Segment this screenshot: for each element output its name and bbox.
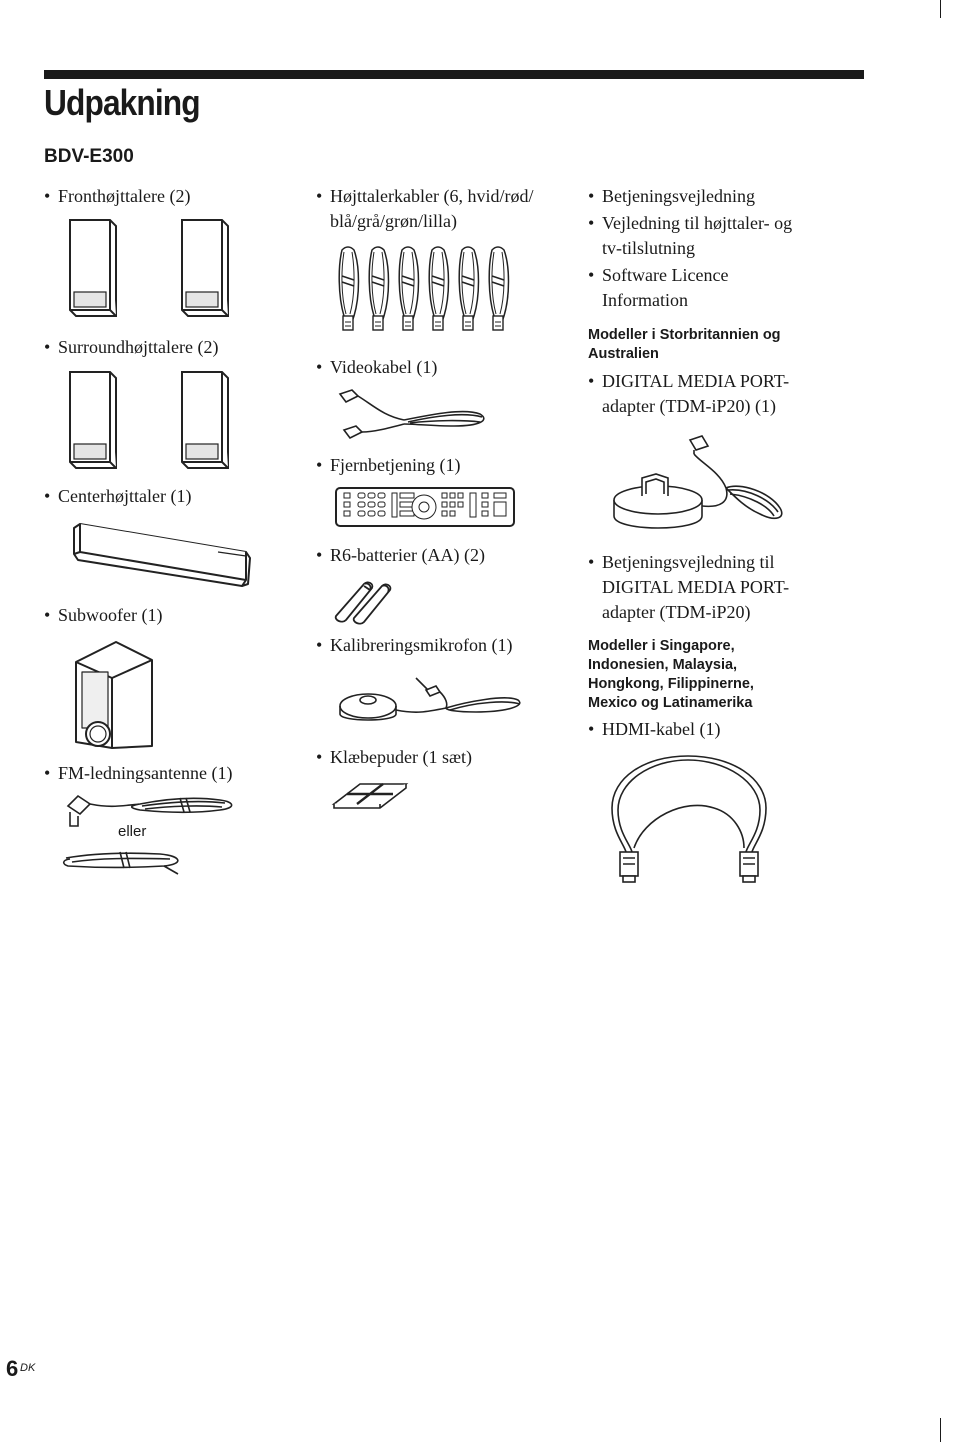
item-label: Subwoofer (1) [58, 605, 163, 625]
remote-control-illustration [334, 484, 518, 530]
fm-antenna-illustration [60, 786, 240, 834]
list-item-dm-instructions: • Betjeningsvejledning til DIGITAL MEDIA PORT- adapter (TDM-iP20) [588, 550, 789, 625]
page-title: Udpakning [44, 82, 200, 123]
item-label-line3: adapter (TDM-iP20) [602, 602, 751, 622]
calibration-mic-illustration [336, 668, 526, 728]
item-label-line1: Software Licence [602, 265, 729, 285]
crop-mark-top-right [940, 0, 941, 18]
item-label-line1: DIGITAL MEDIA PORT- [602, 371, 790, 391]
list-item-speaker-guide: • Vejledning til højttaler- og tv-tilslutning [588, 211, 792, 261]
list-item-center-speaker: • Centerhøjttaler (1) [44, 484, 191, 509]
subwoofer-illustration [72, 638, 162, 752]
header-rule [44, 70, 864, 79]
model-heading: BDV-E300 [44, 146, 134, 167]
item-label-line2: Information [602, 290, 688, 310]
list-item-front-speakers: • Fronthøjttalere (2) [44, 184, 190, 209]
center-speaker-illustration [70, 522, 254, 590]
list-item-op-instructions: • Betjeningsvejledning [588, 184, 755, 209]
item-label-line1: Vejledning til højttaler- og [602, 213, 793, 233]
list-item-subwoofer: • Subwoofer (1) [44, 603, 162, 628]
item-label-line2: tv-tilslutning [602, 238, 696, 258]
item-label-line2: blå/grå/grøn/lilla) [330, 211, 457, 231]
item-label-line1: Betjeningsvejledning til [602, 552, 775, 572]
item-label: R6-batterier (AA) (2) [330, 545, 485, 565]
alternative-label: eller [118, 823, 147, 840]
list-item-licence: • Software Licence Information [588, 263, 728, 313]
hdmi-cable-illustration [604, 748, 774, 884]
item-label-line2: DIGITAL MEDIA PORT- [602, 577, 790, 597]
item-label-line1: Højttalerkabler (6, hvid/rød/ [330, 186, 534, 206]
page-number: 6 [6, 1356, 19, 1381]
list-item-remote: • Fjernbetjening (1) [316, 453, 460, 478]
item-label-line2: adapter (TDM-iP20) (1) [602, 396, 776, 416]
page-language-code: DK [20, 1362, 36, 1374]
item-label: Centerhøjttaler (1) [58, 486, 192, 506]
item-label: Kalibreringsmikrofon (1) [330, 635, 513, 655]
item-label: Fronthøjttalere (2) [58, 186, 191, 206]
batteries-illustration [330, 578, 400, 624]
list-item-speaker-cables: • Højttalerkabler (6, hvid/rød/ blå/grå/grøn/lilla) [316, 184, 533, 234]
speaker-cables-illustration [334, 244, 524, 336]
item-label: FM-ledningsantenne (1) [58, 763, 233, 783]
pads-illustration [330, 778, 410, 812]
dm-port-adapter-illustration [610, 432, 790, 536]
item-label: HDMI-kabel (1) [602, 719, 721, 739]
item-label: Betjeningsvejledning [602, 186, 755, 206]
list-item-fm-antenna: • FM-ledningsantenne (1) [44, 761, 232, 786]
item-label: Klæbepuder (1 sæt) [330, 747, 472, 767]
crop-mark-bottom-right [940, 1418, 941, 1442]
item-label: Videokabel (1) [330, 357, 438, 377]
list-item-surround-speakers: • Surroundhøjttalere (2) [44, 335, 218, 360]
video-cable-illustration [334, 386, 490, 444]
uk-au-heading: Modeller i Storbritannien og Australien [588, 327, 781, 362]
surround-speakers-illustration [66, 368, 236, 474]
list-item-calibration-mic: • Kalibreringsmikrofon (1) [316, 633, 512, 658]
list-item-video-cable: • Videokabel (1) [316, 355, 437, 380]
item-label: Surroundhøjttalere (2) [58, 337, 219, 357]
item-label: Fjernbetjening (1) [330, 455, 461, 475]
fm-wire-antenna-illustration [60, 846, 190, 880]
list-item-batteries: • R6-batterier (AA) (2) [316, 543, 485, 568]
list-item-dm-port-adapter: • DIGITAL MEDIA PORT- adapter (TDM-iP20) (1) [588, 369, 789, 419]
front-speakers-illustration [66, 216, 236, 322]
list-item-hdmi-cable: • HDMI-kabel (1) [588, 717, 720, 742]
list-item-pads: • Klæbepuder (1 sæt) [316, 745, 472, 770]
asia-latam-heading: Modeller i Singapore, Indonesien, Malaysia, Hongkong, Filippinerne, Mexico og Latinamerika [588, 638, 754, 711]
